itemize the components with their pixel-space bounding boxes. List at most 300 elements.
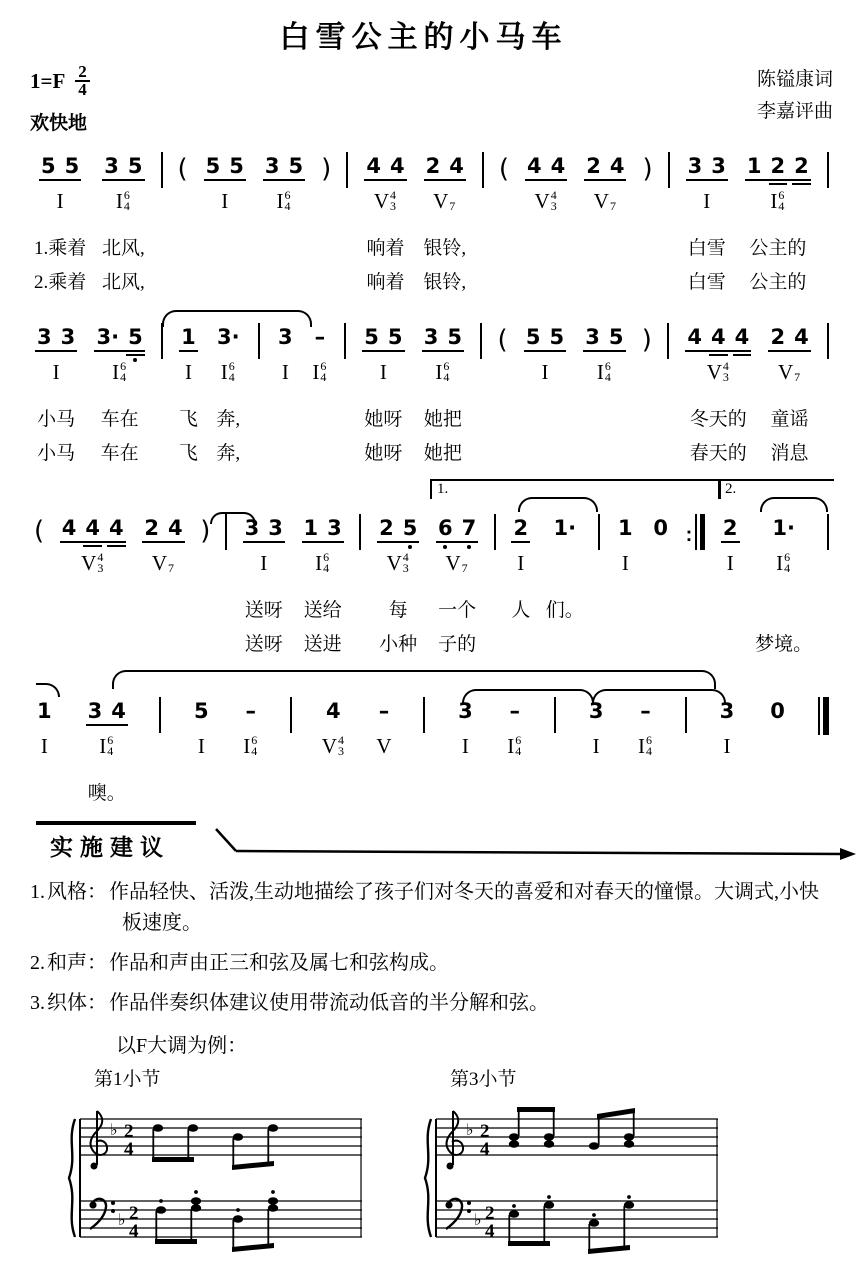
- lyric-line-2: 她把: [423, 442, 462, 464]
- item-label: 风格：: [47, 881, 107, 903]
- chord-roman: I: [379, 360, 387, 384]
- barline: [667, 323, 669, 359]
- note-group: [455, 699, 476, 730]
- note-group: [767, 699, 788, 730]
- jianpu-note: 1·: [553, 516, 577, 540]
- lyric-line-1: 噢。: [87, 782, 126, 804]
- note-row: [191, 696, 212, 730]
- slur-arc: [760, 497, 828, 512]
- chord-figure-bottom: 3: [402, 561, 409, 575]
- chord-symbol: [594, 190, 617, 212]
- note-row: [455, 696, 476, 730]
- note-row: [59, 513, 127, 547]
- note-group: [421, 325, 465, 356]
- chord-figures: [168, 552, 175, 574]
- jianpu-note: 4: [794, 325, 809, 349]
- beat: [510, 513, 531, 660]
- composer-credit: 李嘉评曲: [756, 101, 833, 123]
- volta-bracket: [430, 479, 721, 499]
- note-row: [85, 696, 129, 730]
- chord-row: [638, 730, 653, 775]
- note-group: [582, 325, 626, 356]
- beat: [375, 696, 393, 807]
- barline: [598, 514, 600, 550]
- lyric-line-2: 子的: [438, 633, 477, 655]
- chord-row: [770, 185, 785, 230]
- jianpu-note: 4: [687, 325, 702, 349]
- note-row: [435, 513, 479, 547]
- beat: [685, 151, 729, 298]
- staff-time-sig-den: 4: [124, 1139, 134, 1160]
- chord-row: [703, 185, 710, 230]
- thin-bar: [818, 697, 820, 735]
- chord-roman: I: [621, 551, 629, 575]
- chord-symbol: [535, 190, 558, 212]
- chord-figures: [338, 735, 345, 757]
- chord-figures: [107, 735, 114, 757]
- lyric-line-1: 她呀: [364, 408, 403, 430]
- chord-roman: V: [151, 551, 168, 575]
- note-row: [93, 322, 145, 356]
- parenthesis: (: [498, 154, 509, 184]
- beat: [455, 696, 476, 807]
- jianpu-note: 5: [608, 325, 624, 349]
- lyric-line-2: 白雪: [687, 271, 726, 293]
- chord-figure-top: 6: [284, 188, 291, 202]
- beat: [506, 696, 524, 807]
- jianpu-note: 5: [41, 154, 56, 178]
- note-row: [141, 513, 185, 547]
- note-row: [550, 513, 579, 547]
- note-group: [242, 699, 260, 730]
- staff-examples: [66, 1064, 847, 1265]
- chord-figure-bottom: 3: [722, 370, 729, 384]
- jianpu-note: 2: [513, 516, 529, 540]
- chord-symbol: [99, 735, 114, 757]
- advice-list: [30, 877, 837, 1019]
- note-group: [178, 325, 199, 356]
- chord-symbol: [277, 190, 292, 212]
- chord-figure-bottom: 3: [97, 561, 104, 575]
- beat: [376, 513, 420, 660]
- jianpu-note: 5: [402, 516, 418, 540]
- note-row: [767, 322, 811, 356]
- chord-figures: [605, 361, 612, 383]
- chord-figure-top: 6: [604, 359, 611, 373]
- volta-label: 2.: [725, 481, 737, 497]
- beat: [546, 513, 584, 660]
- note-row: [101, 151, 145, 185]
- parenthesis: (: [34, 516, 45, 546]
- note-group: [717, 699, 738, 730]
- chord-figure-top: 4: [722, 359, 729, 373]
- item-label: 和声：: [47, 952, 107, 974]
- note-group: [586, 699, 607, 730]
- chord-figures: [784, 552, 791, 574]
- time-signature-numerator: 2: [75, 64, 90, 82]
- lyric-line-1: 人: [511, 599, 531, 621]
- chord-row: [312, 356, 327, 401]
- chord-row: [435, 356, 450, 401]
- note-group: [375, 699, 393, 730]
- chord-symbol: [387, 552, 410, 574]
- brace-icon: [425, 1119, 431, 1237]
- final-barline: [818, 697, 829, 735]
- note-group: [435, 516, 479, 547]
- chord-figures: [443, 361, 450, 383]
- beat: [101, 151, 145, 298]
- treble-clef-icon: [446, 1111, 463, 1170]
- jianpu-note: 5: [229, 154, 244, 178]
- repeat-dots: :: [685, 524, 693, 546]
- implementation-advice-section: [24, 821, 847, 1265]
- chord-figure-bottom: 4: [284, 199, 291, 213]
- beat: [720, 513, 741, 660]
- chord-row: [597, 356, 612, 401]
- barline: [258, 323, 260, 359]
- song-title: 白雪公主的小马车: [279, 20, 568, 55]
- chord-figure-bottom: 4: [120, 370, 127, 384]
- beat: [523, 322, 567, 469]
- chord-figures: [515, 735, 522, 757]
- chord-roman: I: [99, 734, 107, 758]
- note-group: [685, 154, 729, 185]
- beat: [34, 151, 86, 298]
- volta-bracket: [718, 479, 834, 499]
- note-row: [178, 322, 199, 356]
- beat: [363, 151, 407, 298]
- chord-symbol: [707, 361, 730, 383]
- chord-row: [277, 185, 292, 230]
- chord-figure-bottom: 7: [794, 370, 801, 384]
- chord-roman: I: [221, 189, 229, 213]
- jianpu-note: 5: [387, 325, 403, 349]
- jianpu-note: 3: [458, 699, 473, 723]
- barline: [159, 697, 161, 733]
- slur-arc: [592, 689, 726, 704]
- chord-row: [116, 185, 131, 230]
- chord-symbol: [376, 735, 391, 757]
- chord-figure-top: 4: [97, 550, 104, 564]
- lyric-line-2: 飞: [178, 442, 198, 464]
- chord-row: [81, 547, 104, 592]
- chord-roman: I: [726, 551, 734, 575]
- chord-row: [221, 185, 228, 230]
- lyric-line-1: 小马: [37, 408, 76, 430]
- note-row: [523, 322, 567, 356]
- chord-figures: [723, 361, 730, 383]
- chord-figure-top: 6: [123, 188, 130, 202]
- note-group: [615, 516, 636, 547]
- jianpu-note: 3: [37, 325, 52, 349]
- note-group: [242, 516, 286, 547]
- lyric-line-1: 送呀: [244, 599, 283, 621]
- jianpu-note: 3: [711, 154, 726, 178]
- flat-sign: ♭: [466, 1120, 474, 1139]
- beat: [684, 322, 752, 469]
- note-row: [650, 513, 671, 547]
- chord-row: [517, 547, 524, 592]
- barline: [290, 697, 292, 733]
- score-header: [30, 64, 833, 135]
- jianpu-note: –: [640, 699, 651, 723]
- beat: [34, 322, 78, 469]
- note-row: [685, 151, 729, 185]
- chord-roman: I: [592, 734, 600, 758]
- lyric-line-2: 小马: [37, 442, 76, 464]
- chord-roman: I: [776, 551, 784, 575]
- beat: [59, 513, 127, 660]
- note-row: [275, 322, 296, 356]
- chord-symbol: [198, 735, 205, 757]
- treble-notes: [152, 1124, 278, 1170]
- note-row: [583, 151, 627, 185]
- advice-item-style: [30, 877, 837, 939]
- chord-row: [462, 730, 469, 775]
- chord-row: [445, 547, 468, 592]
- lyric-line-1: 车在: [100, 408, 139, 430]
- chord-symbol: [435, 361, 450, 383]
- chord-figure-bottom: 4: [604, 370, 611, 384]
- chord-roman: I: [723, 734, 731, 758]
- slur-arc: [518, 497, 598, 512]
- jianpu-note: 4: [526, 154, 542, 178]
- barline: [346, 152, 348, 188]
- staff-example-1: [66, 1064, 368, 1265]
- chord-roman: I: [507, 734, 515, 758]
- chord-figure-bottom: 4: [123, 199, 130, 213]
- time-signature-denominator: 4: [78, 80, 87, 99]
- chord-symbol: [433, 190, 456, 212]
- chord-symbol: [312, 361, 327, 383]
- jianpu-note: 3: [244, 516, 260, 540]
- chord-row: [594, 185, 617, 230]
- beat: [34, 696, 55, 807]
- note-row: [421, 322, 465, 356]
- chord-symbol: [243, 735, 258, 757]
- chord-roman: V: [376, 734, 392, 758]
- chord-figures: [778, 190, 785, 212]
- advice-item-harmony: [30, 948, 837, 979]
- beat: [311, 322, 329, 469]
- chord-figure-bottom: 3: [550, 199, 557, 213]
- volta-label: 1.: [437, 481, 449, 497]
- chord-roman: I: [243, 734, 251, 758]
- staff-time-sig-num: 2: [480, 1121, 490, 1142]
- chord-row: [99, 730, 114, 775]
- staff-example-2: [422, 1064, 724, 1265]
- beat: [744, 151, 812, 298]
- chord-row: [376, 730, 391, 775]
- key-tempo-block: [30, 64, 90, 135]
- note-group: [767, 325, 811, 356]
- chord-figure-bottom: 3: [337, 744, 344, 758]
- beat: [361, 322, 405, 469]
- parenthesis: (: [177, 154, 188, 184]
- jianpu-system: [34, 308, 829, 469]
- chord-row: [41, 730, 48, 775]
- chord-figures: [120, 361, 127, 383]
- note-group: [769, 516, 798, 547]
- chord-roman: I: [312, 360, 320, 384]
- barline: [161, 152, 163, 188]
- chord-row: [152, 547, 175, 592]
- jianpu-note: 2: [425, 154, 441, 178]
- note-row: [214, 322, 243, 356]
- banner-arrow-line: [216, 827, 856, 861]
- chord-row: [778, 356, 801, 401]
- jianpu-note: 3: [423, 325, 439, 349]
- chord-figure-top: 6: [515, 733, 522, 747]
- jianpu-note: 0: [770, 699, 785, 723]
- lyric-line-1: 们。: [545, 599, 584, 621]
- chord-row: [723, 730, 730, 775]
- chord-figures: [390, 190, 397, 212]
- note-row: [203, 151, 247, 185]
- arrowhead-icon: [840, 848, 856, 860]
- flat-sign: ♭: [110, 1120, 118, 1139]
- chord-symbol: [597, 361, 612, 383]
- lyric-line-1: 一个: [438, 599, 477, 621]
- beat: [586, 696, 607, 807]
- note-group: [191, 699, 212, 730]
- chord-figure-top: 4: [337, 733, 344, 747]
- chord-figure-bottom: 4: [646, 744, 653, 758]
- implementation-advice-banner: [24, 821, 847, 873]
- jianpu-note: 3: [264, 154, 280, 178]
- chord-symbol: [622, 552, 629, 574]
- chord-figure-top: 6: [784, 550, 791, 564]
- chord-figures: [285, 190, 292, 212]
- lyric-line-2: 2.乘着: [34, 271, 87, 293]
- lyric-line-1: 飞: [178, 408, 198, 430]
- chord-roman: I: [115, 189, 123, 213]
- jianpu-note: 3: [104, 154, 119, 178]
- jianpu-note: 3·: [96, 325, 120, 349]
- chord-symbol: [185, 361, 192, 383]
- chord-roman: I: [112, 360, 120, 384]
- note-row: [423, 151, 467, 185]
- chord-roman: I: [276, 189, 284, 213]
- chord-symbol: [282, 361, 289, 383]
- chord-roman: V: [534, 189, 550, 213]
- chord-row: [707, 356, 730, 401]
- item-number: 1.: [30, 881, 45, 903]
- jianpu-system: [34, 479, 829, 660]
- jianpu-note: 1: [181, 325, 196, 349]
- lyric-line-2: 春天的: [689, 442, 747, 464]
- tempo-marking: 欢快地: [30, 113, 88, 134]
- chord-roman: V: [321, 734, 337, 758]
- bass-notes: [508, 1195, 634, 1254]
- chord-symbol: [380, 361, 387, 383]
- chord-figure-top: 6: [120, 359, 127, 373]
- chord-roman: V: [373, 189, 390, 213]
- jianpu-note: –: [509, 699, 521, 723]
- jianpu-note: 4: [550, 154, 566, 178]
- chord-roman: I: [260, 551, 268, 575]
- credits: [757, 64, 833, 129]
- chord-symbol: [638, 735, 653, 757]
- item-text: 作品伴奏织体建议使用带流动低音的半分解和弦。: [109, 992, 549, 1014]
- chord-symbol: [116, 190, 131, 212]
- chord-roman: I: [770, 189, 778, 213]
- chord-row: [380, 356, 387, 401]
- jianpu-note: 5: [194, 699, 209, 723]
- chord-row: [185, 356, 192, 401]
- chord-symbol: [322, 735, 345, 757]
- jianpu-note: 2: [586, 154, 601, 178]
- beat: [191, 696, 212, 807]
- chord-roman: I: [56, 189, 64, 213]
- chord-roman: I: [435, 360, 443, 384]
- chord-symbol: [723, 735, 730, 757]
- chord-row: [53, 356, 60, 401]
- chord-roman: I: [638, 734, 646, 758]
- lyric-line-2: 送呀: [244, 633, 283, 655]
- slur-arc: [112, 670, 716, 689]
- chord-symbol: [260, 552, 267, 574]
- jianpu-note: 5: [64, 154, 80, 178]
- note-row: [684, 322, 752, 356]
- time-signature: [75, 64, 90, 98]
- jianpu-note: 1: [618, 516, 633, 540]
- note-row: [363, 151, 407, 185]
- note-group: [583, 154, 627, 185]
- chord-symbol: [593, 735, 600, 757]
- grand-staff-measure-3: [422, 1093, 724, 1265]
- note-group: [301, 516, 345, 547]
- parenthesis: ): [321, 154, 332, 184]
- system-row: [34, 151, 829, 298]
- jianpu-note: 5: [447, 325, 462, 349]
- lyric-line-1: 送给: [303, 599, 342, 621]
- example-label: 第1小节: [94, 1069, 161, 1090]
- chord-roman: V: [706, 360, 722, 384]
- note-group: [275, 325, 296, 356]
- note-group: [510, 516, 531, 547]
- chord-row: [221, 356, 236, 401]
- lyric-line-2: 送进: [303, 633, 342, 655]
- treble-clef-icon: [90, 1111, 107, 1170]
- chord-symbol: [445, 552, 468, 574]
- chord-roman: I: [184, 360, 192, 384]
- jianpu-note: 3: [60, 325, 76, 349]
- parenthesis: ): [642, 154, 653, 184]
- note-group: [720, 516, 741, 547]
- jianpu-note: 4: [61, 516, 77, 540]
- note-group: [85, 699, 129, 730]
- slur-arc: [36, 683, 60, 697]
- jianpu-note: 4: [609, 154, 625, 178]
- staff-time-sig-den: 4: [485, 1221, 495, 1242]
- beat: [650, 513, 671, 660]
- grand-staff-measure-1: [66, 1093, 368, 1265]
- slur-arc: [462, 689, 594, 704]
- note-row: [262, 151, 306, 185]
- chord-row: [535, 185, 558, 230]
- note-group: [323, 699, 344, 730]
- parenthesis: (: [497, 325, 508, 355]
- chord-figure-top: 6: [443, 359, 450, 373]
- chord-figure-top: 6: [778, 188, 785, 202]
- jianpu-note: 0: [653, 516, 668, 540]
- chord-figures: [320, 361, 327, 383]
- jianpu-note: 4: [710, 325, 726, 349]
- chord-row: [282, 356, 289, 401]
- chord-symbol: [703, 190, 710, 212]
- jianpu-note: 1: [746, 154, 762, 178]
